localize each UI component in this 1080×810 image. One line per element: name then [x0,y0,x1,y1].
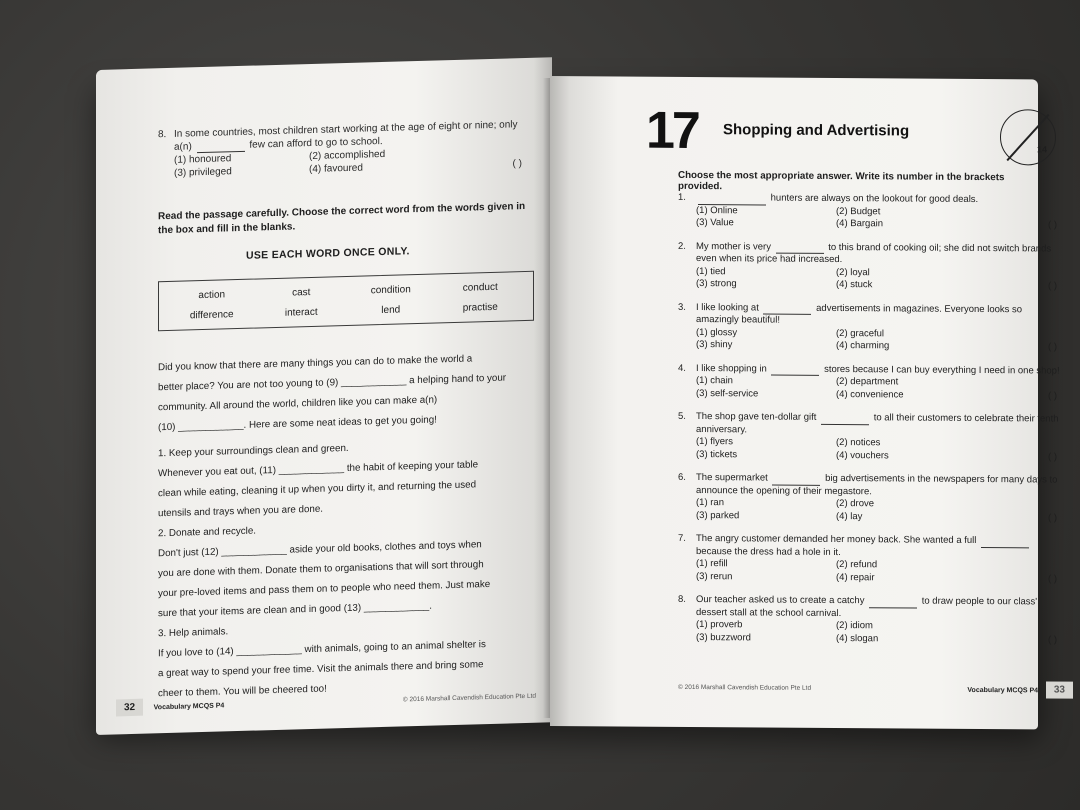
word-box [158,271,534,332]
q8-option: (3) privileged [174,166,232,179]
option: (2) loyal [836,266,870,278]
option: (3) strong [696,278,737,290]
q8-option: (1) honoured [174,153,232,166]
word-box-item: cast [292,286,311,299]
mcq-question [678,411,1063,464]
mcq-question [678,240,1063,293]
question-number: 2. [678,240,686,252]
option: (3) rerun [696,570,733,582]
q8-stem-prefix: a(n) [174,141,192,153]
option: (2) notices [836,436,881,449]
question-text: big advertisements in the newspapers for many days to announce the opening of their megastore. [696,472,1058,497]
option: (1) glossy [696,326,738,338]
option: (1) flyers [696,436,733,448]
passage-line: Did you know that there are many things you can do to make the world a [158,353,473,374]
mcq-question [678,472,1063,525]
question-number: 5. [678,410,686,422]
right-page [550,76,1065,729]
q8-stem-line1: In some countries, most children start working at the age of eight or nine; only [174,119,518,140]
answer-blank[interactable] [981,538,1029,548]
answer-bracket[interactable]: ( ) [1048,450,1057,463]
answer-bracket[interactable]: ( ) [1048,280,1057,292]
option: (1) refill [696,558,728,570]
question-text: because the dress had a hole in it. [696,545,841,558]
passage-line: If you love to (14) ____________ with animals, going to an animal shelter is [158,639,486,660]
word-box-item: difference [189,308,234,321]
question-text: My mother is very [696,240,771,253]
score-circle[interactable] [1000,109,1056,165]
passage-line: community. All around the world, children like you can make a(n) [158,394,438,414]
word-box-item: interact [284,306,318,319]
passage-line: utensils and trays when you are done. [158,503,324,520]
left-running-title: Vocabulary MCQS P4 [153,702,225,712]
mcq-list [678,192,1063,658]
right-page-number: 33 [1046,681,1073,698]
option: (1) ran [696,497,724,509]
q8-answer-bracket[interactable]: ( ) [512,158,522,170]
option: (2) graceful [836,327,885,339]
option: (3) Value [696,217,734,229]
question-number: 3. [678,301,686,313]
option: (2) refund [836,558,878,571]
question-text: stores because I can buy everything I need in one shop! [824,363,1060,377]
question-text: advertisements in magazines. Everyone looks so amazingly beautiful! [696,302,1023,326]
option: (4) slogan [836,632,879,644]
passage-line: a great way to spend your free time. Visit the animals there and bring some [158,659,484,680]
question-text: I like shopping in [696,362,767,375]
question-text: The supermarket [696,472,768,484]
passage-line: (10) ____________. Here are some neat ideas to get you going! [158,414,437,434]
answer-bracket[interactable]: ( ) [1048,219,1057,231]
score-total: 14 [1036,144,1047,155]
q8-option: (2) accomplished [309,148,386,163]
option: (4) stuck [836,278,873,291]
passage-instruction: Read the passage carefully. Choose the correct word from the words given in the box and fill in the blanks. [158,201,526,237]
right-copyright: © 2016 Marshall Cavendish Education Pte Ltd [678,683,812,692]
question-8 [158,118,528,180]
left-page [96,57,552,735]
question-number: 4. [678,362,686,374]
answer-bracket[interactable]: ( ) [1048,511,1057,524]
word-box-item: conduct [462,281,498,294]
passage-line: Don't just (12) ____________ aside your old books, clothes and toys when [158,539,482,560]
answer-blank[interactable] [763,304,811,314]
option: (4) charming [836,339,890,352]
word-box-item: practise [462,301,498,314]
option: (2) drove [836,497,875,510]
right-page-footer [678,679,1073,699]
word-box-item: lend [381,304,401,316]
cloze-passage [158,348,538,705]
question-number: 7. [678,532,686,544]
option: (2) Budget [836,205,881,217]
answer-bracket[interactable]: ( ) [1048,633,1057,646]
passage-line: 1. Keep your surroundings clean and green. [158,442,349,460]
answer-blank[interactable] [698,195,766,205]
answer-blank[interactable] [821,414,869,424]
answer-blank[interactable] [772,475,820,485]
option: (1) chain [696,375,733,387]
q8-option: (4) favoured [309,162,363,176]
use-each-word-note: USE EACH WORD ONCE ONLY. [246,245,410,262]
mcq-question [678,533,1063,586]
chapter-number: 17 [646,101,698,161]
answer-blank[interactable] [771,366,819,376]
passage-line: clean while eating, cleaning it up when you dirty it, and returning the used [158,479,477,500]
option: (4) convenience [836,388,904,400]
option: (4) Bargain [836,217,883,230]
question-number: 1. [678,191,686,203]
chapter-title: Shopping and Advertising [723,121,910,140]
question-text: hunters are always on the lookout for good deals. [770,192,979,205]
question-number: 6. [678,471,686,483]
option: (3) shiny [696,339,733,351]
option: (4) vouchers [836,449,889,461]
option: (4) repair [836,571,875,583]
question-text: to this brand of cooking oil; she did not switch brands even when its price had increased. [696,241,1052,266]
passage-line: 3. Help animals. [158,626,229,640]
passage-line: Whenever you eat out, (11) ____________ the habit of keeping your table [158,459,479,480]
question-text: The shop gave ten-dollar gift [696,411,817,423]
question-text: to all their customers to celebrate their tenth anniversary. [696,412,1059,435]
passage-line: sure that your items are clean and in good (13) ____________. [158,600,432,620]
left-page-number: 32 [116,699,143,717]
option: (3) self-service [696,387,759,399]
option: (1) tied [696,265,726,277]
answer-bracket[interactable]: ( ) [1048,341,1057,353]
passage-line: 2. Donate and recycle. [158,525,257,540]
left-copyright: © 2016 Marshall Cavendish Education Pte Ltd [402,692,536,704]
question-number: 8. [678,593,686,605]
passage-line: your pre-loved items and pass them on to people who need them. Just make [158,578,491,600]
mcq-instruction: Choose the most appropriate answer. Write its number in the brackets provided. [678,169,1005,193]
answer-blank[interactable] [776,244,824,254]
open-workbook [88,48,1065,738]
q8-stem-suffix: few can afford to go to school. [249,135,383,151]
word-box-item: action [198,288,226,301]
right-running-title: Vocabulary MCQS P4 [967,686,1039,695]
option: (3) tickets [696,448,738,460]
mcq-question [678,594,1063,647]
option: (4) lay [836,510,863,522]
passage-line: better place? You are not too young to (9) ____________ a helping hand to your [158,372,507,394]
question-text: The angry customer demanded her money back. She wanted a full [696,533,977,546]
option: (2) department [836,375,899,388]
mcq-question [678,192,1063,232]
q8-number: 8. [158,129,167,141]
answer-bracket[interactable]: ( ) [1048,389,1057,402]
option: (2) idiom [836,619,873,632]
question-text: I like looking at [696,301,759,313]
option: (3) buzzword [696,631,751,643]
passage-line: cheer to them. You will be cheered too! [158,683,327,700]
passage-line: you are done with them. Donate them to organisations that will sort through [158,559,484,580]
answer-blank[interactable] [869,598,917,608]
option: (1) Online [696,204,738,216]
option: (1) proverb [696,619,743,631]
mcq-question [678,362,1063,402]
word-box-item: condition [370,283,411,296]
question-text: to draw people to our class' dessert stall at the school carnival. [696,595,1038,619]
question-text: Our teacher asked us to create a catchy [696,594,865,607]
mcq-question [678,301,1063,354]
answer-bracket[interactable]: ( ) [1048,572,1057,585]
option: (3) parked [696,509,740,521]
